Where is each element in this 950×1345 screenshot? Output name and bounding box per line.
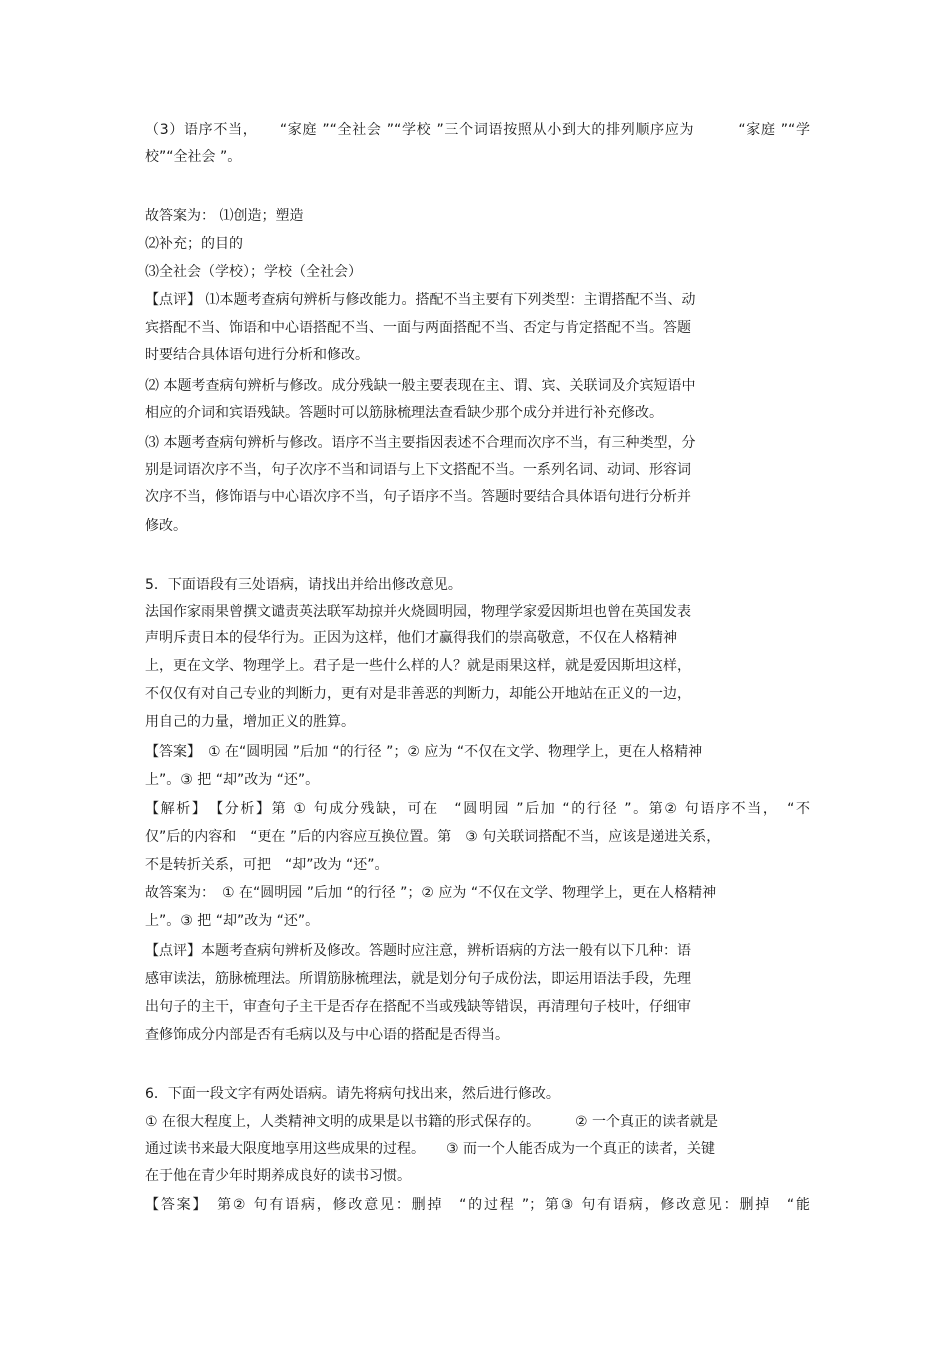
text-line: 上，更在文学、物理学上。君子是一些什么样的人？就是雨果这样，就是爱因斯坦这样，	[145, 658, 691, 674]
text-line: 声明斥责日本的侵华行为。正因为这样，他们才赢得我们的崇高敬意，不仅在人格精神	[145, 630, 677, 646]
text-line: 别是词语次序不当，句子次序不当和词语与上下文搭配不当。一系列名词、动词、形容词	[145, 462, 691, 478]
answer-line: 【答案】 ① 在“圆明园 ”后加 “的行径 ”；② 应为 “不仅在文学、物理学上，更在人格精神	[145, 744, 703, 760]
text-line: 上”。③ 把 “却”改为 “还”。	[145, 913, 320, 929]
text-line: 时要结合具体语句进行分析和修改。	[145, 347, 369, 363]
text-line: ⑶全社会（学校）；学校（全社会）	[145, 264, 362, 280]
text-line: 次序不当，修饰语与中心语次序不当，句子语序不当。答题时要结合具体语句进行分析并	[145, 489, 691, 505]
text-line: ① 在很大程度上，人类精神文明的成果是以书籍的形式保存的。 ② 一个真正的读者就是	[145, 1114, 718, 1130]
text-line: 不仅仅有对自己专业的判断力，更有对是非善恶的判断力，却能公开地站在正义的一边，	[145, 686, 691, 702]
text-line: 相应的介词和宾语残缺。答题时可以筋脉梳理法查看缺少那个成分并进行补充修改。	[145, 405, 663, 421]
comment-line: 【点评】本题考查病句辨析及修改。答题时应注意，辨析语病的方法一般有以下几种：语	[145, 943, 691, 959]
text-line: 【点评】 ⑴本题考查病句辨析与修改能力。搭配不当主要有下列类型：主谓搭配不当、动	[145, 292, 696, 308]
text-line: 在于他在青少年时期养成良好的读书习惯。	[145, 1168, 411, 1184]
question-heading: 5．下面语段有三处语病，请找出并给出修改意见。	[145, 577, 462, 593]
question-heading: 6．下面一段文字有两处语病。请先将病句找出来，然后进行修改。	[145, 1086, 560, 1102]
text-line: 宾搭配不当、饰语和中心语搭配不当、一面与两面搭配不当、否定与肯定搭配不当。答题	[145, 320, 691, 336]
analysis-line: 【解析】 【分析】第 ① 句成分残缺，可在 “圆明园 ”后加 “的行径 ”。第② 句语序不当， “不	[145, 801, 810, 817]
text-line: 用自己的力量，增加正义的胜算。	[145, 714, 355, 730]
text-line: 出句子的主干，审查句子主干是否存在搭配不当或残缺等错误，再清理句子枝叶，仔细审	[145, 999, 691, 1015]
text-line: ⑵补充；的目的	[145, 236, 243, 252]
text-line: 通过读书来最大限度地享用这些成果的过程。 ③ 而一个人能否成为一个真正的读者，关键	[145, 1141, 715, 1157]
text-line: 法国作家雨果曾撰文谴责英法联军劫掠并火烧圆明园，物理学家爱因斯坦也曾在英国发表	[145, 604, 691, 620]
text-line: （3）语序不当， “家庭 ”“全社会 ”“学校 ”三个词语按照从小到大的排列顺序应为 “家庭 ”“学	[145, 122, 810, 138]
text-line: 故答案为： ⑴创造；塑造	[145, 208, 304, 224]
answer-line: 【答案】 第② 句有语病，修改意见：删掉 “的过程 ”；第③ 句有语病，修改意见：删掉 “能	[145, 1197, 810, 1213]
text-line: 感审读法，筋脉梳理法。所谓筋脉梳理法，就是划分句子成份法，即运用语法手段，先理	[145, 971, 691, 987]
text-line: 校”“全社会 ”。	[145, 149, 242, 165]
text-line: 不是转折关系，可把 “却”改为 “还”。	[145, 857, 389, 873]
text-line: 修改。	[145, 518, 187, 534]
text-line: 仅”后的内容和 “更在 ”后的内容应互换位置。第 ③ 句关联词搭配不当，应该是递进关系，	[145, 829, 721, 845]
text-line: ⑵ 本题考查病句辨析与修改。成分残缺一般主要表现在主、谓、宾、关联词及介宾短语中	[145, 378, 696, 394]
text-line: 查修饰成分内部是否有毛病以及与中心语的搭配是否得当。	[145, 1027, 509, 1043]
text-line: 故答案为： ① 在“圆明园 ”后加 “的行径 ”；② 应为 “不仅在文学、物理学上，更在人格精神	[145, 885, 717, 901]
text-line: ⑶ 本题考查病句辨析与修改。语序不当主要指因表述不合理而次序不当，有三种类型，分	[145, 435, 696, 451]
text-line: 上”。③ 把 “却”改为 “还”。	[145, 772, 320, 788]
